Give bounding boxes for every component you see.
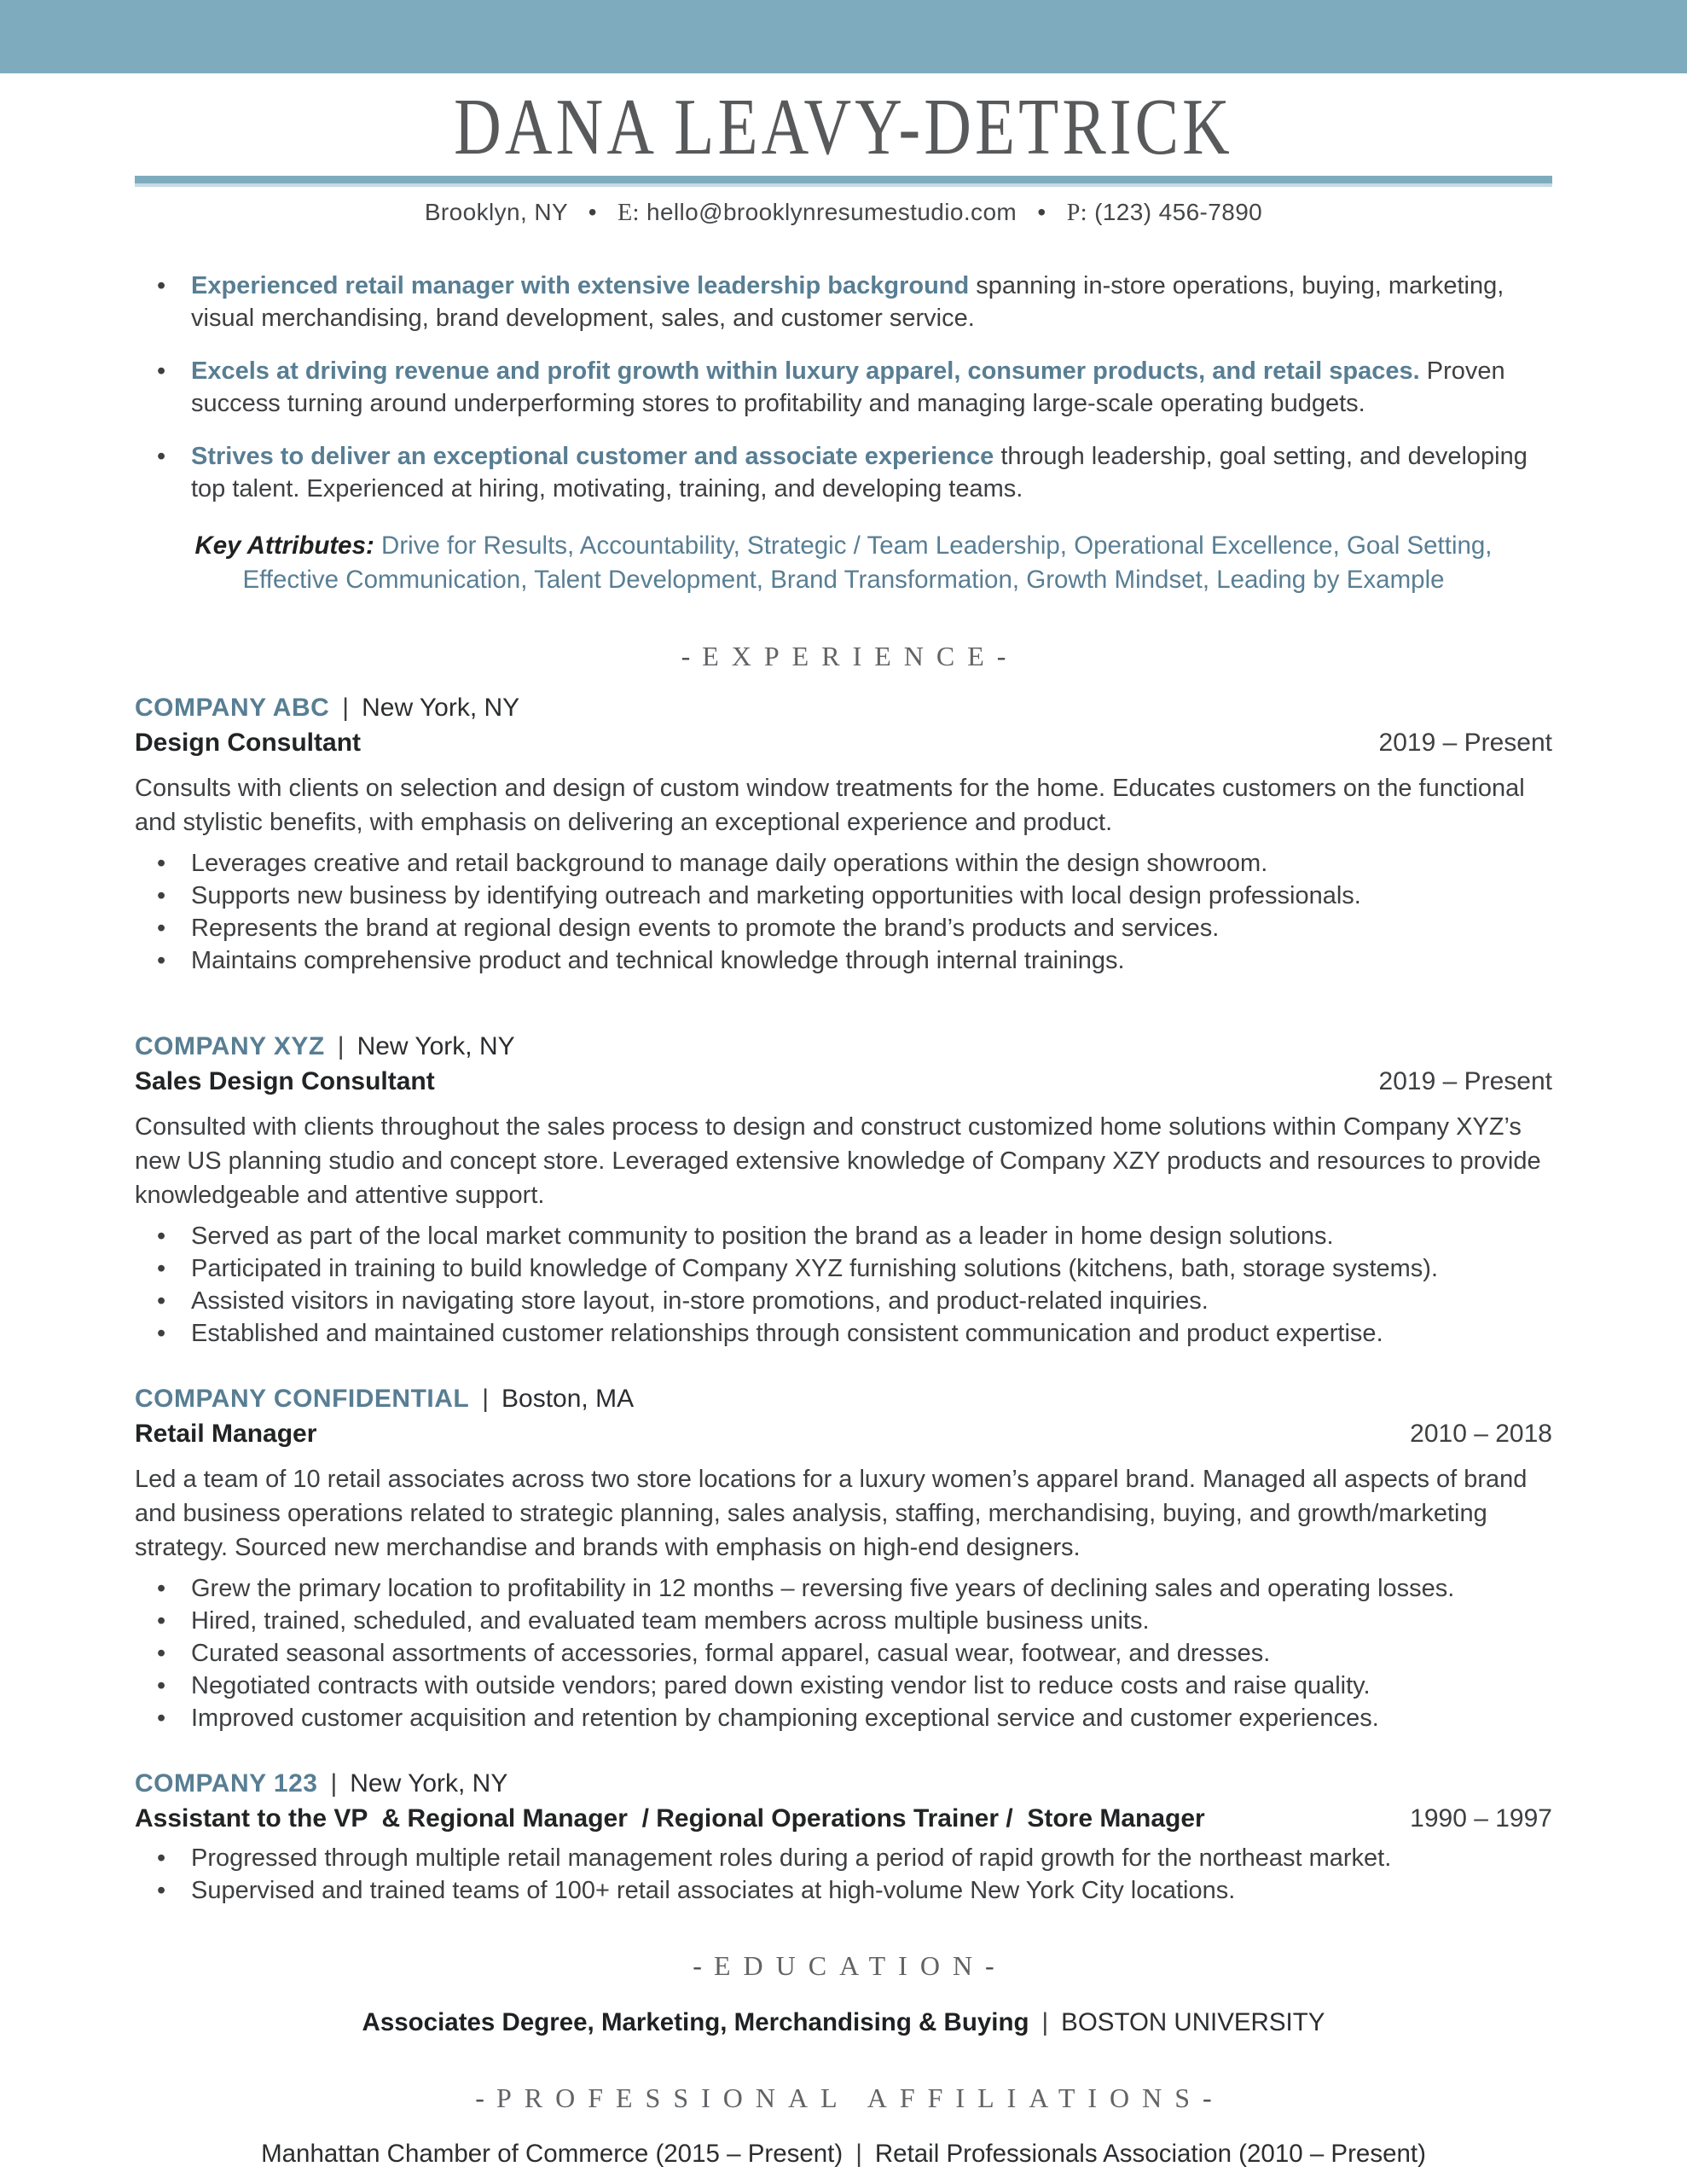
summary-bullet-rest: Proven success turning around underperforming stores to profitability and managing large-scale operating budgets. [191,357,1505,417]
company-line [135,1031,1552,1062]
affiliation-item: Retail Professionals Association (2010 – Present) [874,2140,1426,2169]
job-summary: Consulted with clients throughout the sales process to design and construct customized home solutions within Company XYZ’s new US planning studio and concept store. Leveraged extensive knowledge of Company XZY products and resources to provide knowledgeable and attentive support. [135,1113,1541,1210]
job-bullet: • Grew the primary location to profitability in 12 months – reversing five years of declining sales and operating losses. [135,1572,1552,1605]
job-company-xyz [135,1031,1552,1350]
job-bullet: • Established and maintained customer relationships through consistent communication and product expertise. [135,1317,1552,1350]
job-bullet-list [135,1572,1552,1734]
job-title-row [135,1066,1552,1097]
job-company-abc [135,693,1552,977]
heading-dash: - [996,641,1006,671]
summary-bullet [135,270,1552,334]
company-line [135,1769,1552,1799]
contact-email-label: E: [617,200,640,226]
contact-phone: (123) 456-7890 [1094,199,1263,225]
job-bullet: • Supports new business by identifying outreach and marketing opportunities with local design professionals. [135,880,1552,912]
company-name: COMPANY 123 [135,1769,318,1798]
job-bullet: • Participated in training to build knowledge of Company XYZ furnishing solutions (kitchens, bath, storage systems). [135,1252,1552,1285]
pipe-separator: | [337,1032,345,1061]
education-heading-text: EDUCATION [713,1950,986,1982]
job-bullet: • Leverages creative and retail background to manage daily operations within the design showroom. [135,847,1552,880]
heading-dash: - [985,1950,994,1982]
company-name: COMPANY CONFIDENTIAL [135,1385,470,1414]
contact-separator-dot: • [588,199,597,225]
heading-dash: - [693,1950,702,1982]
job-bullet-list [135,1220,1552,1350]
job-bullet: • Improved customer acquisition and retention by championing exceptional service and customer experiences. [135,1702,1552,1734]
education-section-heading [135,1949,1552,1982]
summary-bullet-rest: spanning in-store operations, buying, marketing, visual merchandising, brand development, sales, and customer service. [191,272,1504,332]
job-company-123 [135,1769,1552,1907]
summary-bullet-rest: through leadership, goal setting, and developing top talent. Experienced at hiring, motivating, training, and developing teams. [191,443,1528,502]
summary-bullet [135,440,1552,505]
job-title-row [135,1419,1552,1449]
key-attributes [156,529,1531,597]
company-location: New York, NY [350,1769,508,1798]
job-dates: 1990 – 1997 [1410,1804,1552,1833]
summary-bullet-lead: Excels at driving revenue and profit growth within luxury apparel, consumer products, and retail spaces. [191,357,1420,385]
job-bullet: • Served as part of the local market community to position the brand as a leader in home design solutions. [135,1220,1552,1252]
page-content [0,83,1687,2170]
job-title-row [135,728,1552,758]
job-dates: 2010 – 2018 [1410,1420,1552,1449]
experience-section-heading [135,640,1552,672]
job-bullet-list [135,847,1552,977]
contact-phone-label: P: [1066,200,1087,226]
job-title: Design Consultant [135,729,362,758]
job-bullet: • Progressed through multiple retail management roles during a period of rapid growth for the northeast market. [135,1842,1552,1874]
heading-dash: - [1203,2082,1212,2113]
candidate-name: DANA LEAVY-DETRICK [454,83,1233,171]
job-bullet: • Hired, trained, scheduled, and evaluated team members across multiple business units. [135,1605,1552,1637]
job-title-row [135,1804,1552,1834]
pipe-separator: | [342,694,350,723]
company-location: New York, NY [357,1032,515,1061]
job-title: Assistant to the VP & Regional Manager / Regional Operations Trainer / Store Manager [135,1804,1205,1833]
contact-line [135,199,1552,227]
job-bullet: • Negotiated contracts with outside vendors; pared down existing vendor list to reduce costs and raise quality. [135,1670,1552,1702]
affiliation-item: Manhattan Chamber of Commerce (2015 – Present) [261,2140,844,2169]
job-bullet: • Represents the brand at regional design events to promote the brand’s products and services. [135,912,1552,944]
key-attributes-label: Key Attributes: [194,531,374,560]
job-dates: 2019 – Present [1378,729,1552,758]
top-accent-bar [0,0,1687,73]
contact-location: Brooklyn, NY [424,199,568,225]
company-line [135,1384,1552,1414]
job-company-confidential [135,1384,1552,1734]
affiliations-heading-text: PROFESSIONAL AFFILIATIONS [496,2082,1203,2113]
job-bullet: • Maintains comprehensive product and technical knowledge through internal trainings. [135,944,1552,977]
company-location: Boston, MA [501,1385,635,1414]
education-school: BOSTON UNIVERSITY [1061,2007,1325,2036]
company-name: COMPANY ABC [135,694,330,723]
key-attributes-list: Drive for Results, Accountability, Strategic / Team Leadership, Operational Excellence, Goal Setting, Effective Communication, Talent Development, Brand Transformation, Growth Mindset, Leading by Example [242,531,1493,594]
heading-dash: - [475,2082,484,2113]
company-line [135,693,1552,723]
pipe-separator: | [855,2140,862,2169]
company-name: COMPANY XYZ [135,1032,325,1061]
job-summary: Led a team of 10 retail associates across two store locations for a luxury women’s apparel brand. Managed all aspects of brand and business operations related to strategic planning, sales analysis, staffing, merchandising, buying, and growth/marketing strategy. Sourced new merchandise and brands with emphasis on high-end designers. [135,1466,1528,1562]
header-divider-rule [135,176,1552,187]
job-bullet: • Assisted visitors in navigating store layout, in-store promotions, and product-related inquiries. [135,1285,1552,1317]
heading-dash: - [681,641,691,671]
job-bullet: • Curated seasonal assortments of accessories, formal apparel, casual wear, footwear, and dresses. [135,1637,1552,1670]
pipe-separator: | [1041,2007,1049,2036]
company-location: New York, NY [362,694,520,723]
education-degree: Associates Degree, Marketing, Merchandising & Buying [362,2007,1029,2036]
pipe-separator: | [482,1385,490,1414]
affiliations-section-heading [135,2082,1552,2114]
job-summary: Consults with clients on selection and design of custom window treatments for the home. Educates customers on the functional and stylistic benefits, with emphasis on delivering an exceptional experience and product. [135,775,1525,837]
job-dates: 2019 – Present [1378,1067,1552,1096]
job-title: Sales Design Consultant [135,1067,435,1096]
job-bullet-list [135,1842,1552,1907]
contact-separator-dot: • [1037,199,1046,225]
contact-email: hello@brooklynresumestudio.com [646,199,1017,225]
summary-bullet-lead: Experienced retail manager with extensive leadership background [191,272,970,299]
job-title: Retail Manager [135,1420,317,1449]
pipe-separator: | [330,1769,338,1798]
affiliations-line [135,2138,1552,2170]
summary-list [135,270,1552,505]
summary-bullet-lead: Strives to deliver an exceptional customer and associate experience [191,443,994,470]
experience-heading-text: EXPERIENCE [702,641,997,671]
job-bullet: • Supervised and trained teams of 100+ retail associates at high-volume New York City locations. [135,1874,1552,1907]
summary-bullet [135,355,1552,420]
education-line [135,2007,1552,2039]
